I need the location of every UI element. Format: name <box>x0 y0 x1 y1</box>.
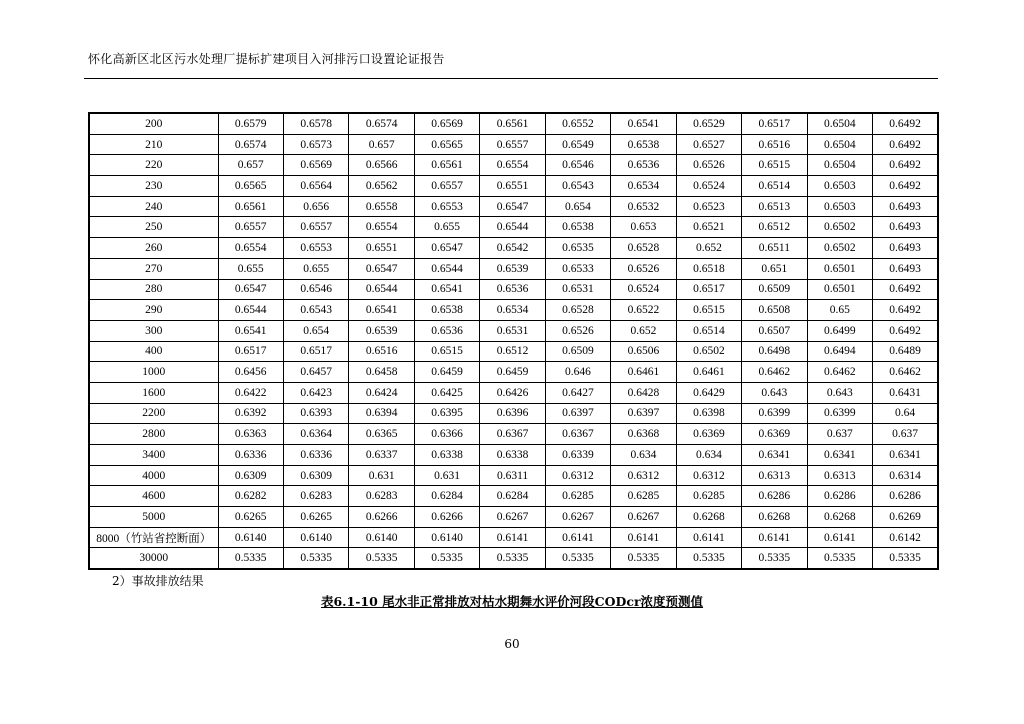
concentration-cell: 0.6515 <box>414 341 479 362</box>
concentration-cell: 0.655 <box>283 258 348 279</box>
concentration-cell: 0.6504 <box>807 113 872 134</box>
concentration-cell: 0.6396 <box>480 403 545 424</box>
table-row <box>89 113 938 134</box>
concentration-cell: 0.6285 <box>611 486 676 507</box>
concentration-cell: 0.6513 <box>742 196 807 217</box>
concentration-cell: 0.6557 <box>218 217 283 238</box>
concentration-cell: 0.6395 <box>414 403 479 424</box>
concentration-cell: 0.6501 <box>807 258 872 279</box>
concentration-cell: 0.6502 <box>676 341 741 362</box>
concentration-cell: 0.6501 <box>807 279 872 300</box>
concentration-cell: 0.6366 <box>414 424 479 445</box>
concentration-cell: 0.6285 <box>676 486 741 507</box>
concentration-cell: 0.6532 <box>611 196 676 217</box>
concentration-cell: 0.6553 <box>414 196 479 217</box>
concentration-cell: 0.6265 <box>218 507 283 528</box>
concentration-cell: 0.6557 <box>283 217 348 238</box>
concentration-cell: 0.6512 <box>742 217 807 238</box>
table-row <box>89 279 938 300</box>
distance-cell: 2800 <box>89 424 218 445</box>
concentration-cell: 0.6517 <box>742 113 807 134</box>
concentration-cell: 0.6516 <box>742 134 807 155</box>
concentration-cell: 0.6141 <box>611 527 676 548</box>
concentration-cell: 0.5335 <box>676 548 741 569</box>
concentration-cell: 0.6314 <box>873 465 938 486</box>
concentration-cell: 0.6512 <box>480 341 545 362</box>
concentration-cell: 0.6268 <box>742 507 807 528</box>
concentration-cell: 0.6286 <box>873 486 938 507</box>
report-header-title: 怀化高新区北区污水处理厂提标扩建项目入河排污口设置论证报告 <box>88 52 445 66</box>
table-caption <box>0 592 1024 610</box>
table-row <box>89 238 938 259</box>
concentration-cell: 0.651 <box>742 258 807 279</box>
concentration-cell: 0.6515 <box>742 155 807 176</box>
concentration-cell: 0.6394 <box>349 403 414 424</box>
concentration-cell: 0.6429 <box>676 382 741 403</box>
concentration-cell: 0.6552 <box>545 113 610 134</box>
concentration-cell: 0.6462 <box>807 362 872 383</box>
concentration-cell: 0.656 <box>283 196 348 217</box>
distance-cell: 5000 <box>89 507 218 528</box>
concentration-cell: 0.6506 <box>611 341 676 362</box>
concentration-cell: 0.637 <box>873 424 938 445</box>
concentration-cell: 0.6312 <box>611 465 676 486</box>
concentration-cell: 0.6458 <box>349 362 414 383</box>
concentration-cell: 0.6565 <box>414 134 479 155</box>
concentration-cell: 0.5335 <box>480 548 545 569</box>
concentration-cell: 0.6502 <box>807 238 872 259</box>
concentration-cell: 0.6492 <box>873 134 938 155</box>
concentration-cell: 0.6397 <box>611 403 676 424</box>
concentration-table <box>88 112 939 570</box>
concentration-cell: 0.6561 <box>480 113 545 134</box>
concentration-cell: 0.643 <box>807 382 872 403</box>
concentration-cell: 0.6492 <box>873 320 938 341</box>
concentration-cell: 0.64 <box>873 403 938 424</box>
distance-cell: 290 <box>89 300 218 321</box>
concentration-cell: 0.6536 <box>611 155 676 176</box>
concentration-cell: 0.6461 <box>611 362 676 383</box>
concentration-cell: 0.6284 <box>480 486 545 507</box>
concentration-cell: 0.6547 <box>349 258 414 279</box>
concentration-cell: 0.6541 <box>218 320 283 341</box>
distance-cell: 260 <box>89 238 218 259</box>
concentration-cell: 0.6502 <box>807 217 872 238</box>
concentration-cell: 0.6569 <box>283 155 348 176</box>
concentration-cell: 0.6399 <box>807 403 872 424</box>
concentration-cell: 0.654 <box>283 320 348 341</box>
concentration-cell: 0.6336 <box>218 445 283 466</box>
concentration-cell: 0.6526 <box>545 320 610 341</box>
concentration-cell: 0.6544 <box>349 279 414 300</box>
concentration-cell: 0.5335 <box>873 548 938 569</box>
concentration-cell: 0.6312 <box>676 465 741 486</box>
concentration-cell: 0.6427 <box>545 382 610 403</box>
concentration-cell: 0.654 <box>545 196 610 217</box>
distance-cell: 2200 <box>89 403 218 424</box>
concentration-cell: 0.5335 <box>218 548 283 569</box>
concentration-cell: 0.6541 <box>414 279 479 300</box>
concentration-cell: 0.6423 <box>283 382 348 403</box>
concentration-cell: 0.6508 <box>742 300 807 321</box>
concentration-cell: 0.6462 <box>873 362 938 383</box>
concentration-cell: 0.6456 <box>218 362 283 383</box>
concentration-cell: 0.6140 <box>414 527 479 548</box>
table-row <box>89 486 938 507</box>
concentration-cell: 0.652 <box>611 320 676 341</box>
distance-cell: 1600 <box>89 382 218 403</box>
concentration-cell: 0.6286 <box>807 486 872 507</box>
concentration-cell: 0.6494 <box>807 341 872 362</box>
concentration-cell: 0.6266 <box>414 507 479 528</box>
concentration-cell: 0.6554 <box>480 155 545 176</box>
concentration-cell: 0.6428 <box>611 382 676 403</box>
table-row <box>89 548 938 569</box>
concentration-cell: 0.6267 <box>545 507 610 528</box>
concentration-cell: 0.6398 <box>676 403 741 424</box>
concentration-cell: 0.6524 <box>611 279 676 300</box>
concentration-cell: 0.6493 <box>873 196 938 217</box>
header-divider <box>84 78 938 79</box>
concentration-cell: 0.6367 <box>480 424 545 445</box>
concentration-cell: 0.6547 <box>480 196 545 217</box>
concentration-cell: 0.6569 <box>414 113 479 134</box>
concentration-cell: 0.6543 <box>545 176 610 197</box>
concentration-cell: 0.6544 <box>480 217 545 238</box>
concentration-cell: 0.6283 <box>349 486 414 507</box>
concentration-cell: 0.6538 <box>545 217 610 238</box>
table-row <box>89 341 938 362</box>
concentration-cell: 0.655 <box>218 258 283 279</box>
concentration-cell: 0.6574 <box>218 134 283 155</box>
distance-cell: 250 <box>89 217 218 238</box>
concentration-cell: 0.6566 <box>349 155 414 176</box>
concentration-cell: 0.6457 <box>283 362 348 383</box>
concentration-cell: 0.6364 <box>283 424 348 445</box>
concentration-cell: 0.6554 <box>349 217 414 238</box>
concentration-cell: 0.6267 <box>480 507 545 528</box>
concentration-cell: 0.6521 <box>676 217 741 238</box>
concentration-cell: 0.5335 <box>414 548 479 569</box>
table-row <box>89 403 938 424</box>
concentration-cell: 0.5335 <box>611 548 676 569</box>
concentration-cell: 0.6539 <box>349 320 414 341</box>
concentration-cell: 0.6284 <box>414 486 479 507</box>
concentration-cell: 0.5335 <box>349 548 414 569</box>
distance-cell: 300 <box>89 320 218 341</box>
concentration-cell: 0.6517 <box>283 341 348 362</box>
concentration-cell: 0.6498 <box>742 341 807 362</box>
concentration-cell: 0.6565 <box>218 176 283 197</box>
concentration-cell: 0.6492 <box>873 279 938 300</box>
concentration-cell: 0.6574 <box>349 113 414 134</box>
concentration-cell: 0.6511 <box>742 238 807 259</box>
concentration-cell: 0.6141 <box>545 527 610 548</box>
concentration-cell: 0.6557 <box>414 176 479 197</box>
concentration-cell: 0.6286 <box>742 486 807 507</box>
concentration-cell: 0.6538 <box>414 300 479 321</box>
concentration-cell: 0.6367 <box>545 424 610 445</box>
concentration-cell: 0.6536 <box>414 320 479 341</box>
concentration-cell: 0.6543 <box>283 300 348 321</box>
concentration-cell: 0.6561 <box>414 155 479 176</box>
concentration-cell: 0.6503 <box>807 176 872 197</box>
concentration-cell: 0.6526 <box>611 258 676 279</box>
distance-cell: 3400 <box>89 445 218 466</box>
concentration-cell: 0.653 <box>611 217 676 238</box>
concentration-cell: 0.6142 <box>873 527 938 548</box>
table-caption-text: 表6.1-10 尾水非正常排放对枯水期舞水评价河段CODcr浓度预测值 <box>320 594 704 609</box>
concentration-cell: 0.6338 <box>414 445 479 466</box>
table-body <box>89 113 938 569</box>
concentration-cell: 0.6523 <box>676 196 741 217</box>
concentration-cell: 0.6313 <box>742 465 807 486</box>
distance-cell: 200 <box>89 113 218 134</box>
concentration-cell: 0.652 <box>676 238 741 259</box>
concentration-cell: 0.6397 <box>545 403 610 424</box>
concentration-cell: 0.6546 <box>283 279 348 300</box>
distance-cell: 210 <box>89 134 218 155</box>
concentration-cell: 0.6392 <box>218 403 283 424</box>
concentration-cell: 0.6341 <box>807 445 872 466</box>
table-row <box>89 507 938 528</box>
table-row <box>89 362 938 383</box>
distance-cell: 4000 <box>89 465 218 486</box>
concentration-cell: 0.6544 <box>218 300 283 321</box>
concentration-cell: 0.6547 <box>218 279 283 300</box>
concentration-cell: 0.6551 <box>349 238 414 259</box>
concentration-cell: 0.6553 <box>283 238 348 259</box>
concentration-cell: 0.6309 <box>218 465 283 486</box>
concentration-cell: 0.657 <box>218 155 283 176</box>
concentration-cell: 0.6493 <box>873 258 938 279</box>
table-row <box>89 155 938 176</box>
concentration-cell: 0.6509 <box>742 279 807 300</box>
concentration-cell: 0.6422 <box>218 382 283 403</box>
concentration-cell: 0.6528 <box>545 300 610 321</box>
distance-cell: 1000 <box>89 362 218 383</box>
concentration-cell: 0.6509 <box>545 341 610 362</box>
concentration-cell: 0.6141 <box>480 527 545 548</box>
concentration-cell: 0.6579 <box>218 113 283 134</box>
concentration-cell: 0.6561 <box>218 196 283 217</box>
concentration-cell: 0.6493 <box>873 238 938 259</box>
table-row <box>89 445 938 466</box>
concentration-cell: 0.6341 <box>873 445 938 466</box>
concentration-cell: 0.6533 <box>545 258 610 279</box>
concentration-cell: 0.6558 <box>349 196 414 217</box>
concentration-cell: 0.6462 <box>742 362 807 383</box>
concentration-cell: 0.6461 <box>676 362 741 383</box>
distance-cell: 280 <box>89 279 218 300</box>
concentration-cell: 0.631 <box>349 465 414 486</box>
concentration-cell: 0.6313 <box>807 465 872 486</box>
table-row <box>89 320 938 341</box>
concentration-cell: 0.6365 <box>349 424 414 445</box>
concentration-cell: 0.6544 <box>414 258 479 279</box>
table-row <box>89 465 938 486</box>
concentration-cell: 0.6141 <box>676 527 741 548</box>
distance-cell: 220 <box>89 155 218 176</box>
concentration-cell: 0.6309 <box>283 465 348 486</box>
concentration-cell: 0.6503 <box>807 196 872 217</box>
concentration-cell: 0.6554 <box>218 238 283 259</box>
concentration-cell: 0.5335 <box>742 548 807 569</box>
concentration-cell: 0.6528 <box>611 238 676 259</box>
concentration-cell: 0.657 <box>349 134 414 155</box>
concentration-cell: 0.6499 <box>807 320 872 341</box>
concentration-cell: 0.6426 <box>480 382 545 403</box>
concentration-cell: 0.6492 <box>873 113 938 134</box>
concentration-cell: 0.6514 <box>676 320 741 341</box>
concentration-cell: 0.6338 <box>480 445 545 466</box>
concentration-cell: 0.6539 <box>480 258 545 279</box>
concentration-cell: 0.6547 <box>414 238 479 259</box>
concentration-cell: 0.6431 <box>873 382 938 403</box>
concentration-cell: 0.6312 <box>545 465 610 486</box>
concentration-cell: 0.6526 <box>676 155 741 176</box>
table-row <box>89 176 938 197</box>
distance-cell: 270 <box>89 258 218 279</box>
concentration-cell: 0.6459 <box>480 362 545 383</box>
distance-cell: 4600 <box>89 486 218 507</box>
concentration-cell: 0.6504 <box>807 155 872 176</box>
concentration-cell: 0.6538 <box>611 134 676 155</box>
concentration-cell: 0.6425 <box>414 382 479 403</box>
concentration-cell: 0.6268 <box>676 507 741 528</box>
concentration-cell: 0.6524 <box>676 176 741 197</box>
concentration-cell: 0.6285 <box>545 486 610 507</box>
distance-cell: 230 <box>89 176 218 197</box>
concentration-cell: 0.646 <box>545 362 610 383</box>
concentration-cell: 0.6522 <box>611 300 676 321</box>
table-row <box>89 134 938 155</box>
distance-cell: 400 <box>89 341 218 362</box>
concentration-cell: 0.6516 <box>349 341 414 362</box>
concentration-cell: 0.6266 <box>349 507 414 528</box>
concentration-cell: 0.6393 <box>283 403 348 424</box>
concentration-cell: 0.6141 <box>742 527 807 548</box>
concentration-cell: 0.6265 <box>283 507 348 528</box>
table-row <box>89 196 938 217</box>
page-number: 60 <box>504 637 520 651</box>
concentration-cell: 0.6311 <box>480 465 545 486</box>
concentration-cell: 0.6369 <box>676 424 741 445</box>
concentration-cell: 0.5335 <box>545 548 610 569</box>
concentration-cell: 0.6267 <box>611 507 676 528</box>
concentration-cell: 0.631 <box>414 465 479 486</box>
concentration-cell: 0.6399 <box>742 403 807 424</box>
concentration-cell: 0.637 <box>807 424 872 445</box>
concentration-cell: 0.6341 <box>742 445 807 466</box>
distance-cell: 8000（竹站省控断面） <box>89 527 218 548</box>
concentration-cell: 0.6517 <box>218 341 283 362</box>
concentration-cell: 0.6529 <box>676 113 741 134</box>
concentration-cell: 0.6573 <box>283 134 348 155</box>
concentration-cell: 0.6562 <box>349 176 414 197</box>
concentration-cell: 0.6337 <box>349 445 414 466</box>
concentration-cell: 0.6282 <box>218 486 283 507</box>
concentration-cell: 0.6541 <box>349 300 414 321</box>
concentration-cell: 0.6518 <box>676 258 741 279</box>
table-row <box>89 258 938 279</box>
concentration-cell: 0.643 <box>742 382 807 403</box>
concentration-cell: 0.6140 <box>349 527 414 548</box>
concentration-cell: 0.6339 <box>545 445 610 466</box>
distance-cell: 30000 <box>89 548 218 569</box>
concentration-cell: 0.6541 <box>611 113 676 134</box>
table-row <box>89 300 938 321</box>
concentration-cell: 0.6489 <box>873 341 938 362</box>
concentration-cell: 0.6551 <box>480 176 545 197</box>
concentration-cell: 0.6283 <box>283 486 348 507</box>
concentration-cell: 0.6492 <box>873 155 938 176</box>
concentration-cell: 0.6459 <box>414 362 479 383</box>
concentration-cell: 0.6531 <box>480 320 545 341</box>
concentration-cell: 0.6549 <box>545 134 610 155</box>
concentration-cell: 0.6546 <box>545 155 610 176</box>
concentration-cell: 0.6534 <box>611 176 676 197</box>
concentration-cell: 0.6493 <box>873 217 938 238</box>
concentration-cell: 0.6527 <box>676 134 741 155</box>
concentration-cell: 0.655 <box>414 217 479 238</box>
concentration-cell: 0.6336 <box>283 445 348 466</box>
distance-cell: 240 <box>89 196 218 217</box>
section-note: 2）事故排放结果 <box>112 574 204 588</box>
concentration-cell: 0.6424 <box>349 382 414 403</box>
table-row <box>89 527 938 548</box>
table-row <box>89 424 938 445</box>
concentration-cell: 0.6269 <box>873 507 938 528</box>
concentration-cell: 0.6535 <box>545 238 610 259</box>
concentration-cell: 0.6531 <box>545 279 610 300</box>
concentration-cell: 0.6542 <box>480 238 545 259</box>
concentration-cell: 0.6363 <box>218 424 283 445</box>
table-row <box>89 382 938 403</box>
concentration-cell: 0.6536 <box>480 279 545 300</box>
concentration-cell: 0.6534 <box>480 300 545 321</box>
concentration-cell: 0.6557 <box>480 134 545 155</box>
concentration-cell: 0.6504 <box>807 134 872 155</box>
concentration-cell: 0.6492 <box>873 176 938 197</box>
concentration-cell: 0.65 <box>807 300 872 321</box>
concentration-cell: 0.5335 <box>807 548 872 569</box>
table-row <box>89 217 938 238</box>
concentration-cell: 0.634 <box>676 445 741 466</box>
concentration-cell: 0.6492 <box>873 300 938 321</box>
concentration-cell: 0.5335 <box>283 548 348 569</box>
concentration-cell: 0.6140 <box>283 527 348 548</box>
concentration-cell: 0.6517 <box>676 279 741 300</box>
concentration-cell: 0.6369 <box>742 424 807 445</box>
concentration-cell: 0.634 <box>611 445 676 466</box>
concentration-cell: 0.6578 <box>283 113 348 134</box>
concentration-cell: 0.6507 <box>742 320 807 341</box>
concentration-cell: 0.6564 <box>283 176 348 197</box>
concentration-cell: 0.6141 <box>807 527 872 548</box>
concentration-cell: 0.6268 <box>807 507 872 528</box>
concentration-cell: 0.6515 <box>676 300 741 321</box>
concentration-cell: 0.6140 <box>218 527 283 548</box>
concentration-cell: 0.6514 <box>742 176 807 197</box>
concentration-cell: 0.6368 <box>611 424 676 445</box>
